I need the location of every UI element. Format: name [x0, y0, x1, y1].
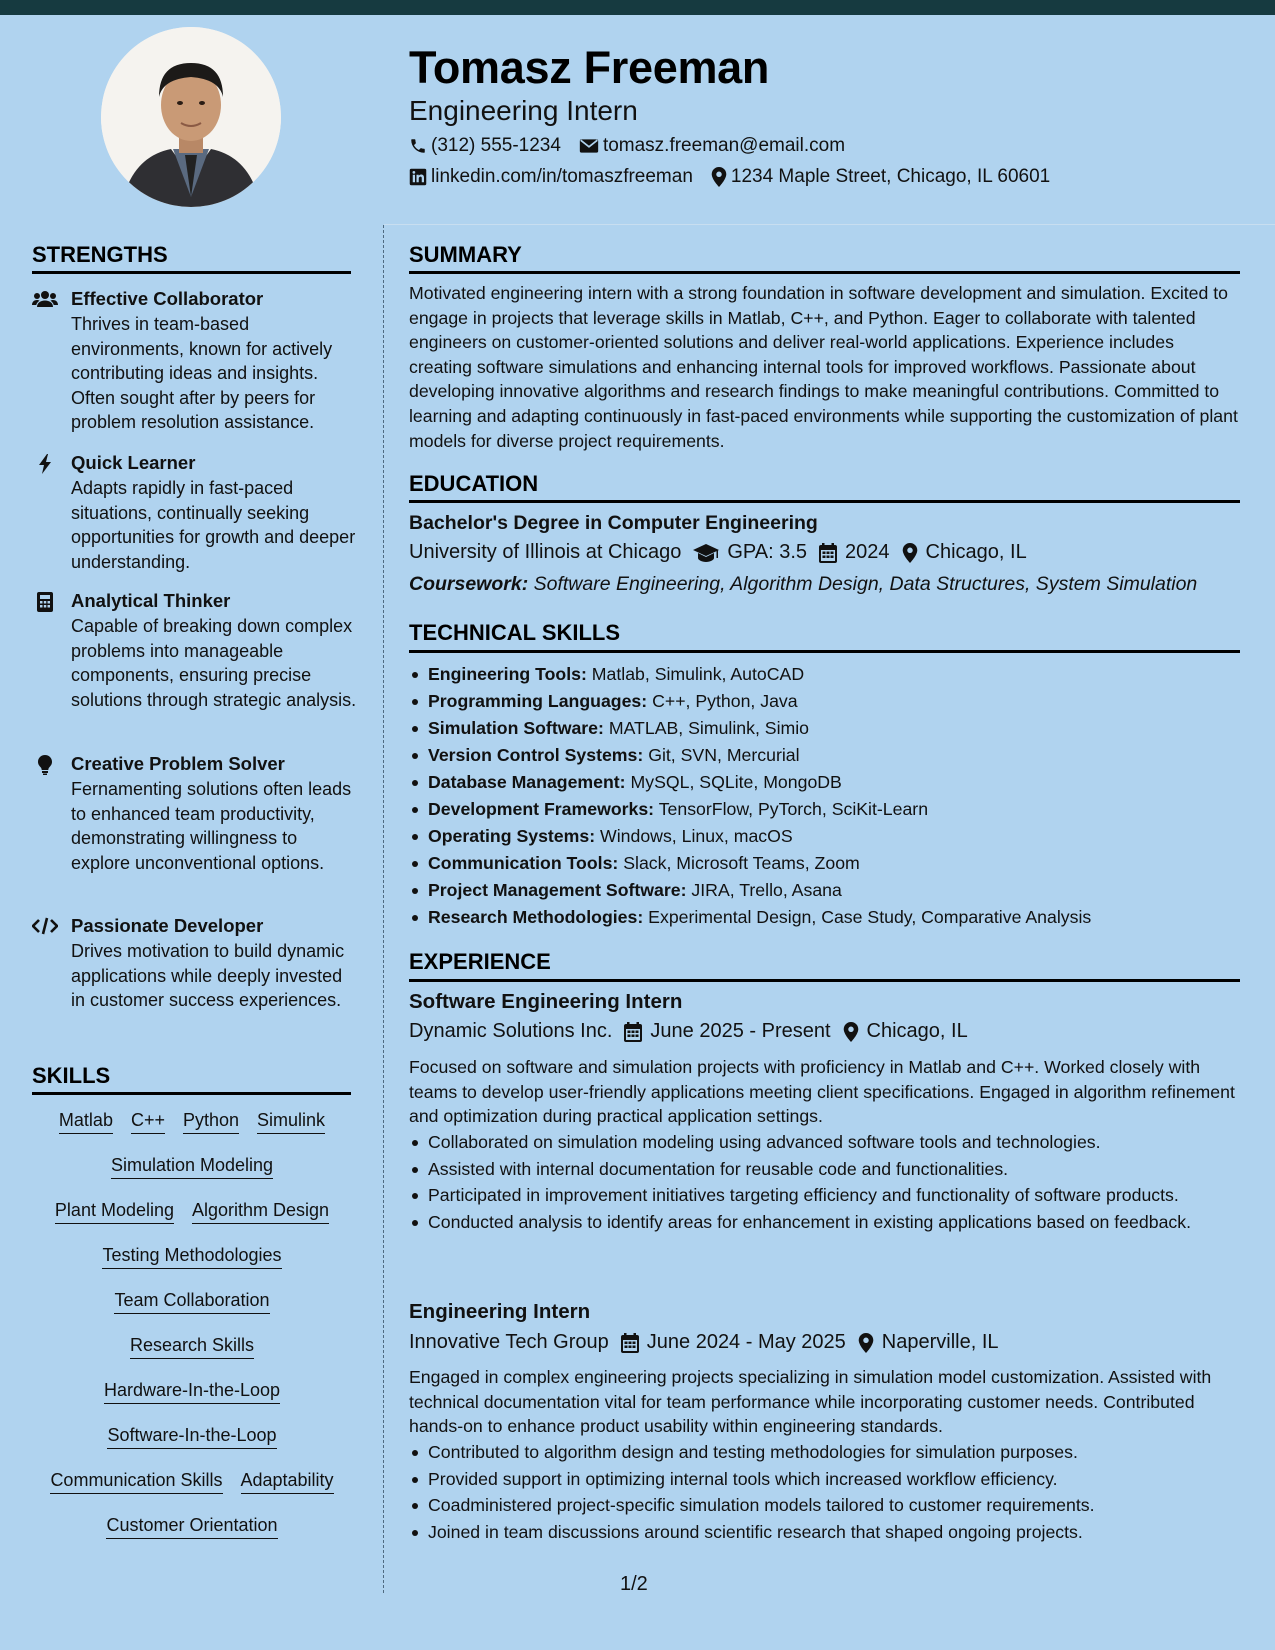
users-icon	[32, 290, 58, 312]
company-name	[409, 1020, 612, 1043]
linkedin-contact[interactable]	[409, 166, 693, 188]
technical-skills-rule	[409, 650, 1240, 653]
company-text: Innovative Tech Group	[409, 1331, 609, 1353]
strength-title: Quick Learner	[71, 452, 196, 473]
dates-item	[624, 1020, 830, 1043]
strength-desc: Capable of breaking down complex problems into manageable components, ensuring precise solutions through strategic analysis.	[71, 616, 357, 710]
list-item: Joined in team discussions around scientific research that shaped ongoing projects.	[409, 1520, 1239, 1545]
list-item: Assisted with internal documentation for reusable code and functionalities.	[409, 1157, 1239, 1182]
coursework-text: Software Engineering, Algorithm Design, Data Structures, System Simulation	[533, 573, 1198, 595]
skill-value: MATLAB, Simulink, Simio	[608, 718, 810, 738]
job-bullets	[409, 1440, 1239, 1546]
company-text: Dynamic Solutions Inc.	[409, 1020, 613, 1042]
strength-desc: Drives motivation to build dynamic applications while deeply invested in customer success experiences.	[71, 941, 345, 1010]
skill-tag: Matlab	[59, 1109, 113, 1134]
list-item	[409, 796, 1239, 823]
job-bullets	[409, 1130, 1239, 1236]
skills-row	[32, 1154, 352, 1199]
list-item	[409, 904, 1239, 931]
skill-tag: Testing Methodologies	[102, 1244, 281, 1269]
top-bar	[0, 0, 1275, 15]
dates-text: June 2024 - May 2025	[646, 1331, 846, 1353]
candidate-name: Tomasz Freeman	[409, 42, 770, 93]
skill-value: Git, SVN, Mercurial	[648, 745, 800, 765]
header-divider	[384, 224, 1275, 225]
graduation-cap-icon	[693, 544, 719, 562]
gpa-item	[693, 541, 807, 564]
experience-heading: EXPERIENCE	[409, 949, 551, 974]
skill-label: Database Management:	[428, 772, 626, 792]
skills-row	[32, 1289, 352, 1334]
skill-tag: Team Collaboration	[114, 1289, 269, 1314]
dates-text: June 2025 - Present	[650, 1020, 831, 1042]
list-item	[409, 877, 1239, 904]
summary-rule	[409, 271, 1240, 274]
list-item	[409, 742, 1239, 769]
list-item	[409, 850, 1239, 877]
map-pin-icon	[902, 543, 918, 563]
skill-tag: Hardware-In-the-Loop	[104, 1379, 280, 1404]
location-item	[843, 1020, 968, 1043]
contact-row-1	[409, 135, 863, 157]
skills-row	[32, 1469, 352, 1514]
list-item	[409, 769, 1239, 796]
skills-row	[32, 1424, 352, 1469]
list-item	[409, 715, 1239, 742]
skill-label: Operating Systems:	[428, 826, 596, 846]
contact-row-2	[409, 166, 1068, 188]
location-text: Chicago, IL	[866, 1020, 968, 1042]
email-text[interactable]: tomasz.freeman@email.com	[602, 135, 846, 156]
location-item	[858, 1331, 999, 1354]
lightbulb-icon	[32, 755, 58, 777]
strengths-rule	[32, 271, 351, 274]
skill-label: Engineering Tools:	[428, 664, 587, 684]
skills-row	[32, 1514, 352, 1559]
technical-skills-list	[409, 661, 1239, 931]
skill-label: Communication Tools:	[428, 853, 619, 873]
coursework-label: Coursework:	[409, 573, 529, 595]
list-item: Coadministered project-specific simulation models tailored to customer requirements.	[409, 1493, 1239, 1518]
location-text: Naperville, IL	[881, 1331, 999, 1353]
skills-row	[32, 1109, 352, 1154]
year-item	[819, 541, 890, 564]
skill-value: Matlab, Simulink, AutoCAD	[591, 664, 805, 684]
strength-title: Creative Problem Solver	[71, 753, 285, 774]
education-rule	[409, 500, 1240, 503]
skill-value: Slack, Microsoft Teams, Zoom	[623, 853, 860, 873]
skill-tag: Simulation Modeling	[111, 1154, 273, 1179]
job-summary: Engaged in complex engineering projects specializing in simulation model customization. Assisted with technical documentation vital for team performance while incorporating customer needs. Contributed hands-on to enhance product usability within engineering standards.	[409, 1367, 1212, 1437]
phone-contact	[409, 135, 561, 157]
list-item: Collaborated on simulation modeling using advanced software tools and technologies.	[409, 1130, 1239, 1155]
skills-row	[32, 1199, 352, 1244]
strength-desc: Fernamenting solutions often leads to enhanced team productivity, demonstrating willingness to explore unconventional options.	[71, 779, 352, 873]
skills-row	[32, 1379, 352, 1424]
strengths-heading: STRENGTHS	[32, 242, 168, 267]
skill-tag: Simulink	[257, 1109, 325, 1134]
school-name	[409, 541, 681, 564]
experience-rule	[409, 979, 1240, 982]
summary-heading: SUMMARY	[409, 242, 522, 267]
map-pin-icon	[843, 1022, 859, 1042]
education-heading: EDUCATION	[409, 471, 539, 496]
summary-text: Motivated engineering intern with a strong foundation in software development and simulation. Excited to engage in projects that leverage skills in Matlab, C++, and Python. Eager to collaborate with talented engineers on customer-oriented solutions and deliver real-world applications. Experience includes creating software simulations and enhancing internal tools for improved workflows. Passionate about developing innovative algorithms and research findings to make meaningful contributions. Committed to learning and adapting continuously in fast-paced environments while supporting the customization of plant models for diverse project requirements.	[409, 283, 1238, 451]
skill-tag: Adaptability	[241, 1469, 334, 1494]
strength-title: Effective Collaborator	[71, 288, 264, 309]
education-meta	[409, 541, 1039, 564]
year-text: 2024	[845, 541, 890, 563]
skill-value: MySQL, SQLite, MongoDB	[630, 772, 842, 792]
strength-desc: Adapts rapidly in fast-paced situations, continually seeking opportunities for growth and deeper understanding.	[71, 478, 356, 572]
skill-tag: Python	[183, 1109, 239, 1134]
location-item	[902, 541, 1027, 564]
skills-rule	[32, 1092, 351, 1095]
skills-tags	[32, 1109, 352, 1559]
degree-title: Bachelor's Degree in Computer Engineering	[409, 512, 818, 534]
phone-icon	[409, 137, 427, 155]
calendar-icon	[819, 543, 837, 563]
skills-row	[32, 1334, 352, 1379]
calendar-icon	[624, 1022, 642, 1042]
skill-value: C++, Python, Java	[652, 691, 798, 711]
school-text: University of Illinois at Chicago	[409, 541, 682, 563]
coursework	[409, 573, 1197, 596]
job-title: Engineering Intern	[409, 1300, 591, 1323]
skill-label: Simulation Software:	[428, 718, 604, 738]
envelope-icon	[579, 138, 599, 154]
skill-label: Programming Languages:	[428, 691, 648, 711]
code-icon	[32, 917, 58, 939]
candidate-role: Engineering Intern	[409, 95, 638, 126]
map-pin-icon	[858, 1333, 874, 1353]
page-number: 1/2	[620, 1573, 648, 1595]
list-item: Contributed to algorithm design and testing methodologies for simulation purposes.	[409, 1440, 1239, 1465]
calendar-icon	[621, 1333, 639, 1353]
dates-item	[621, 1331, 846, 1354]
skill-value: Windows, Linux, macOS	[600, 826, 793, 846]
map-pin-icon	[711, 167, 727, 187]
strength-desc: Thrives in team-based environments, known for actively contributing ideas and insights. Often sought after by peers for problem resolution assistance.	[71, 314, 333, 432]
gpa-text: GPA: 3.5	[727, 541, 808, 563]
email-contact[interactable]	[579, 135, 845, 157]
location-text: Chicago, IL	[925, 541, 1027, 563]
address-text: 1234 Maple Street, Chicago, IL 60601	[730, 166, 1051, 187]
job-meta	[409, 1020, 980, 1043]
skills-heading: SKILLS	[32, 1063, 111, 1088]
skill-tag: Customer Orientation	[106, 1514, 277, 1539]
calculator-icon	[32, 592, 58, 614]
technical-skills-heading: TECHNICAL SKILLS	[409, 620, 621, 645]
skill-value: TensorFlow, PyTorch, SciKit-Learn	[658, 799, 929, 819]
address-contact	[711, 166, 1050, 188]
skill-tag: Algorithm Design	[192, 1199, 329, 1224]
list-item: Conducted analysis to identify areas for enhancement in existing applications based on feedback.	[409, 1210, 1239, 1235]
strength-title: Passionate Developer	[71, 915, 264, 936]
skill-tag: Plant Modeling	[55, 1199, 174, 1224]
skill-label: Project Management Software:	[428, 880, 687, 900]
skill-label: Research Methodologies:	[428, 907, 644, 927]
list-item	[409, 688, 1239, 715]
profile-photo	[101, 27, 281, 207]
skill-tag: Communication Skills	[50, 1469, 222, 1494]
company-name	[409, 1331, 609, 1354]
skill-label: Development Frameworks:	[428, 799, 655, 819]
list-item	[409, 661, 1239, 688]
column-divider	[383, 225, 384, 1593]
skills-row	[32, 1244, 352, 1289]
strength-title: Analytical Thinker	[71, 590, 231, 611]
skill-value: JIRA, Trello, Asana	[691, 880, 842, 900]
linkedin-text[interactable]: linkedin.com/in/tomaszfreeman	[431, 166, 693, 187]
skill-label: Version Control Systems:	[428, 745, 644, 765]
job-summary: Focused on software and simulation projects with proficiency in Matlab and C++. Worked closely with teams to develop user-friendly applications meeting client specifications. Engaged in algorithm refinement and optimization during practical application settings.	[409, 1057, 1235, 1127]
list-item	[409, 823, 1239, 850]
skill-tag: Research Skills	[130, 1334, 254, 1359]
job-meta	[409, 1331, 1011, 1354]
job-title: Software Engineering Intern	[409, 990, 683, 1013]
skill-value: Experimental Design, Case Study, Comparative Analysis	[648, 907, 1092, 927]
skill-tag: Software-In-the-Loop	[107, 1424, 276, 1449]
phone-text: (312) 555-1234	[431, 135, 561, 156]
skill-tag: C++	[131, 1109, 165, 1134]
list-item: Provided support in optimizing internal tools which increased workflow efficiency.	[409, 1467, 1239, 1492]
linkedin-icon	[409, 168, 427, 186]
list-item: Participated in improvement initiatives targeting efficiency and functionality of software products.	[409, 1183, 1239, 1208]
bolt-icon	[32, 454, 58, 476]
